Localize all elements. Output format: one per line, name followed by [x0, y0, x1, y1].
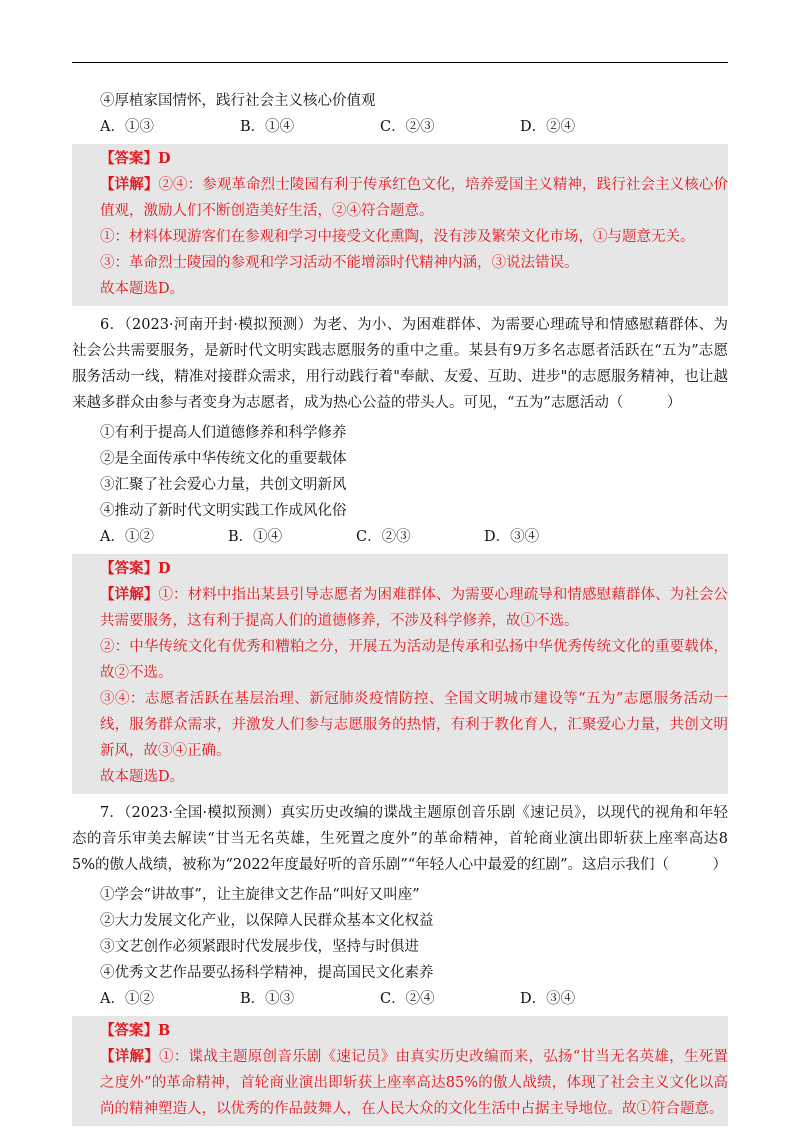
q5-choice-c[interactable]: C．②③ — [380, 119, 435, 135]
q6-option-4: ④推动了新时代文明实践工作成风化俗 — [100, 503, 347, 519]
q6-choice-d[interactable]: D．③④ — [484, 529, 540, 545]
q5-detail-1: 【详解】②④：参观革命烈士陵园有利于传承红色文化，培养爱国主义精神，践行社会主义核心价值观，激励人们不断创造美好生活，②④符合题意。 — [100, 176, 729, 219]
q5-detail-label: 【详解】 — [100, 176, 159, 193]
q6-detail-label: 【详解】 — [100, 586, 159, 603]
q7-stem: 7．（2023·全国·模拟预测）真实历史改编的谍战主题原创音乐剧《速记员》，以现代的视角和年轻态的音乐审美去解读“甘当无名英雄，生死置之度外”的革命精神，首轮商业演出即斩获上座率高达85%的傲人战绩，被称为“2022年度最好听的音乐剧”“年轻人心中最爱的红剧”。这启示我们（ ） — [72, 805, 728, 873]
q6-choice-a[interactable]: A．①② — [100, 529, 154, 545]
q5-choice-a[interactable]: A．①③ — [100, 119, 154, 135]
q5-choice-b[interactable]: B．①④ — [240, 119, 295, 135]
q6-choice-c[interactable]: C．②③ — [356, 529, 411, 545]
header-rule — [72, 62, 728, 63]
q5-answer: 【答案】D — [100, 150, 171, 167]
q6-detail-1: 【详解】①：材料中指出某县引导志愿者为困难群体、为需要心理疏导和情感慰藉群体、为社会公共需要服务，这有利于提高人们的道德修养，不涉及科学修养，故①不选。 — [100, 586, 729, 629]
q7-choice-d[interactable]: D．③④ — [520, 991, 576, 1007]
q6-option-2: ②是全面传承中华传统文化的重要载体 — [100, 451, 347, 467]
q6-answer-box — [72, 554, 728, 794]
q5-option-4: ④厚植家国情怀，践行社会主义核心价值观 — [100, 93, 376, 109]
q6-answer: 【答案】D — [100, 560, 171, 577]
q6-choices — [72, 524, 728, 550]
q7-option-3: ③文艺创作必须紧跟时代发展步伐，坚持与时俱进 — [100, 939, 419, 955]
q6-detail-2: ②：中华传统文化有优秀和糟粕之分，开展五为活动是传承和弘扬中华优秀传统文化的重要载体，故②不选。 — [100, 639, 728, 681]
q7-answer-box — [72, 1016, 728, 1126]
q7-answer: 【答案】B — [100, 1022, 171, 1039]
q5-detail-4: 故本题选D。 — [100, 281, 185, 297]
q5-choices — [72, 114, 728, 140]
q6-option-1: ①有利于提高人们道德修养和科学修养 — [100, 425, 347, 441]
q7-option-4: ④优秀文艺作品要弘扬科学精神，提高国民文化素养 — [100, 965, 434, 981]
q6-detail-4: 故本题选D。 — [100, 769, 185, 785]
q6-option-3: ③汇聚了社会爱心力量，共创文明新风 — [100, 477, 347, 493]
q5-choice-d[interactable]: D．②④ — [520, 119, 576, 135]
q5-detail-2: ①：材料体现游客们在参观和学习中接受文化熏陶，没有涉及繁荣文化市场，①与题意无关。 — [100, 229, 695, 245]
q7-option-2: ②大力发展文化产业，以保障人民群众基本文化权益 — [100, 913, 434, 929]
q6-choice-b[interactable]: B．①④ — [228, 529, 283, 545]
q7-choice-c[interactable]: C．②④ — [380, 991, 435, 1007]
q6-stem: 6．（2023·河南开封·模拟预测）为老、为小、为困难群体、为需要心理疏导和情感慰藉群体、为社会公共需要服务，是新时代文明实践志愿服务的重中之重。某县有9万多名志愿者活跃在“五为”志愿服务活动一线，精准对接群众需求，用行动践行着"奉献、友爱、互助、进步"的志愿服务精神，也让越来越多群众由参与者变身为志愿者，成为热心公益的带头人。可见，“五为”志愿活动（ ） — [72, 317, 728, 411]
q7-option-1: ①学会“讲故事”，让主旋律文艺作品“叫好又叫座” — [100, 887, 420, 903]
q7-choice-a[interactable]: A．①② — [100, 991, 154, 1007]
q5-detail-3: ③：革命烈士陵园的参观和学习活动不能增添时代精神内涵，③说法错误。 — [100, 255, 579, 271]
q6-detail-3: ③④：志愿者活跃在基层治理、新冠肺炎疫情防控、全国文明城市建设等“五为”志愿服务活动一线，服务群众需求，并激发人们参与志愿服务的热情，有利于教化育人，汇聚爱心力量，共创文明新风，故③④正确。 — [100, 691, 728, 759]
q7-choices — [72, 986, 728, 1012]
q7-detail-label: 【详解】 — [100, 1048, 160, 1065]
q5-answer-box — [72, 144, 728, 306]
q7-choice-b[interactable]: B．①③ — [240, 991, 295, 1007]
q7-detail-1: 【详解】①：谍战主题原创音乐剧《速记员》由真实历史改编而来，弘扬“甘当无名英雄，生死置之度外”的革命精神，首轮商业演出即斩获上座率高达85%的傲人战绩，体现了社会主义文化以高尚的精神塑造人，以优秀的作品鼓舞人，在人民大众的文化生活中占据主导地位。故①符合题意。 — [100, 1048, 728, 1117]
page-content — [72, 88, 728, 1132]
